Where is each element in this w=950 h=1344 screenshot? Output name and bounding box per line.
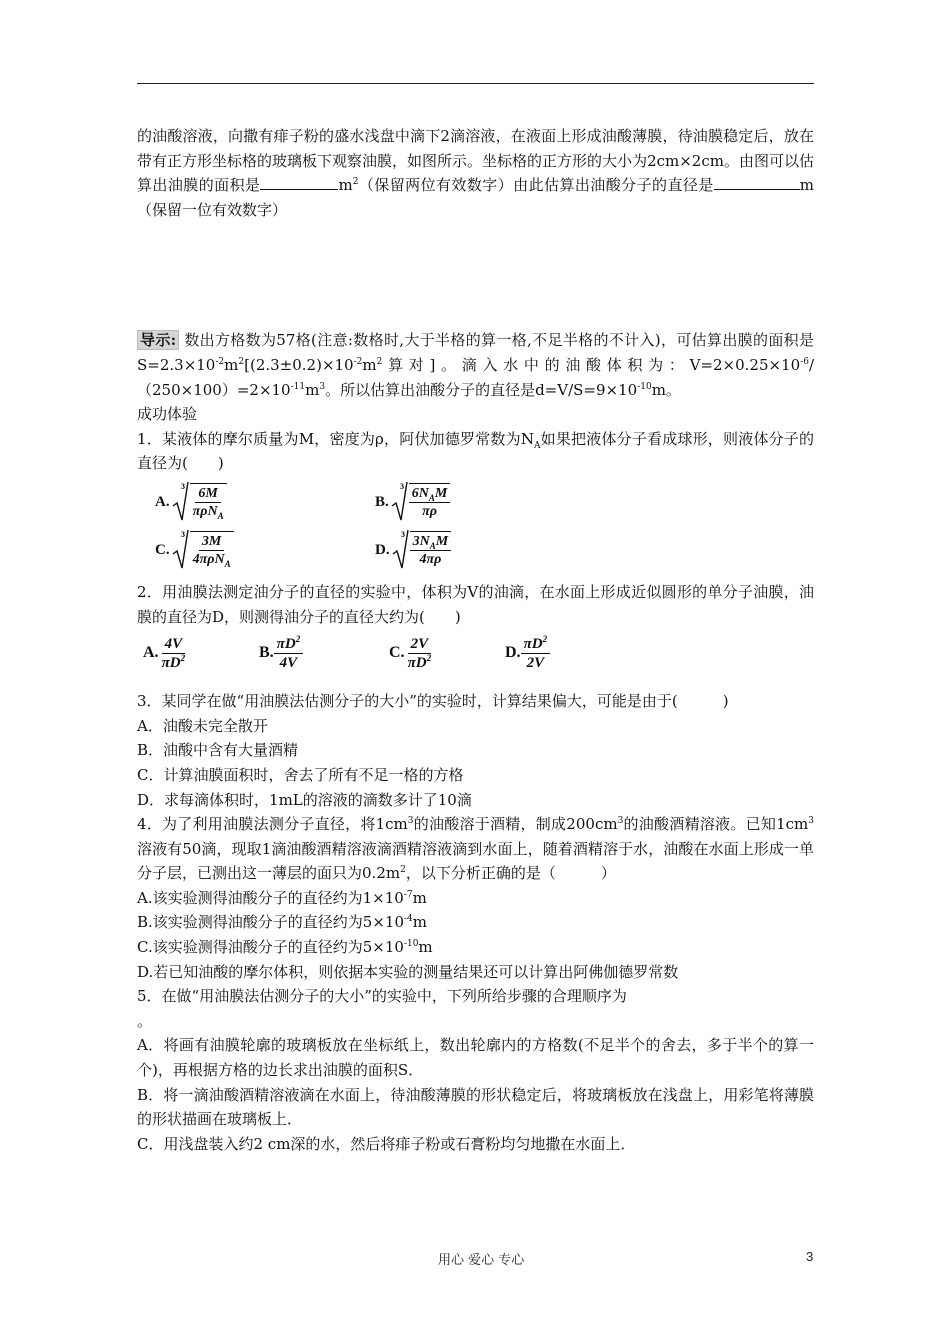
- cube-root: [172, 480, 227, 524]
- q1-options-row-2: [137, 528, 814, 580]
- sup: 2: [400, 865, 406, 876]
- num-text: M: [434, 486, 448, 502]
- question-2: 2．用油膜法测定油分子的直径的实验中，体积为V的油滴，在水面上形成近似圆形的单分子油膜，油膜的直径为D，则测得油分子的直径大约为( ): [137, 582, 814, 626]
- hint-label: 导示:: [137, 330, 179, 350]
- q4-option-a[interactable]: A.该实验测得油酸分子的直径约为$1\times 10^{-7}m$: [137, 888, 427, 907]
- q1-option-b[interactable]: [375, 480, 450, 524]
- hint-text: 。所以估算出油酸分子的直径是d=V/S=9×10: [325, 380, 638, 399]
- numerator: 3M: [199, 533, 224, 551]
- option-label: C.: [389, 644, 405, 662]
- option-text: C.该实验测得油酸分子的直径约为5×10: [137, 938, 404, 957]
- q4-text: 溶液有50滴，现取1滴油酸酒精溶液滴酒精溶液滴到水面上，随着酒精溶于水，油酸在水面上形成一单分子层，已测出这一薄层的面只为0.2m: [137, 839, 814, 883]
- fraction: [410, 531, 452, 568]
- q4-option-b[interactable]: B.该实验测得油酸分子的直径约为$5\times 10^{-4}m$: [137, 913, 428, 932]
- option-label: D.: [505, 644, 521, 662]
- num-text: 6N: [411, 486, 429, 502]
- q2-option-c[interactable]: [389, 635, 434, 672]
- root-index: 3: [180, 529, 185, 539]
- q1-option-d[interactable]: [375, 528, 451, 572]
- fraction: [159, 635, 189, 672]
- cube-root: [172, 528, 234, 572]
- hint-text: m。: [651, 380, 681, 399]
- radical-sign-icon: [391, 480, 409, 524]
- q4-text: ，以下分析正确的是（ ）: [405, 864, 616, 883]
- option-label: A.: [143, 644, 159, 662]
- q4-text: 4．为了利用油膜法测分子直径，将1cm: [137, 815, 408, 834]
- sup: 2: [238, 356, 245, 367]
- page-number: 3: [806, 1249, 814, 1264]
- question-3: 3．某同学在做“用油膜法估测分子的大小”的实验时，计算结果偏大，可能是由于( ): [137, 692, 729, 711]
- numerator: 4V: [162, 635, 186, 654]
- sup: -2: [215, 356, 225, 367]
- area-answer-blank: [260, 173, 338, 190]
- hint-text: m: [362, 355, 377, 374]
- sub: A: [428, 493, 435, 504]
- sup: -6: [800, 356, 809, 367]
- denominator: [159, 654, 189, 672]
- section-title: 成功体验: [137, 405, 198, 424]
- num-text: 3N: [412, 534, 430, 550]
- denominator: 2V: [526, 655, 545, 672]
- sub: A: [224, 559, 231, 570]
- q1-option-a[interactable]: [155, 480, 227, 524]
- sub: A: [429, 541, 436, 552]
- hint-text: 数出方格数为57格(注意:数格时,大于半格的算一格,不足半格的不计入)，可估算出膜的面积是S=2.3×10: [137, 331, 814, 374]
- sup: 2: [180, 653, 186, 664]
- option-text: B.该实验测得油酸分子的直径约为5×10: [137, 913, 404, 932]
- sup: 3: [617, 816, 624, 827]
- hint-text: [(2.3±0.2)×10: [244, 355, 354, 374]
- denominator: 4πρ: [419, 552, 442, 568]
- q4-option-c[interactable]: C.该实验测得油酸分子的直径约为$5\times 10^{-10}m$: [137, 938, 433, 957]
- fraction: [190, 483, 227, 520]
- sup: -10: [403, 939, 419, 950]
- q1-options-row-1: [137, 476, 814, 528]
- sup: -4: [404, 914, 413, 925]
- numerator: 2V: [408, 635, 432, 654]
- root-index: 3: [400, 529, 405, 539]
- sub: A: [533, 440, 541, 451]
- q3-option-d[interactable]: D．求每滴体积时，1mL的溶液的滴数多计了10滴: [137, 790, 472, 809]
- intro-text-3: m（保留一位有效数字）: [137, 176, 814, 219]
- sup: -7: [403, 889, 413, 900]
- radical-sign-icon: [392, 528, 410, 572]
- fraction: [405, 635, 435, 672]
- hint-text: 算对]。滴入水中的油酸体积为：V=2×0.25×10: [382, 355, 801, 374]
- question-4: [137, 812, 814, 886]
- q4-text: 的油酸溶于酒精，制成200cm: [413, 815, 618, 834]
- q2-options-row: [137, 633, 814, 689]
- numerator: [274, 635, 304, 654]
- question-1: [137, 427, 814, 476]
- intro-paragraph: [137, 124, 814, 222]
- q3-option-b[interactable]: B．油酸中含有大量酒精: [137, 741, 299, 760]
- option-label: B.: [259, 644, 274, 662]
- q2-option-a[interactable]: [143, 635, 188, 672]
- sup: 2: [542, 634, 548, 645]
- option-label: D.: [375, 541, 390, 558]
- denominator: 4V: [279, 655, 298, 672]
- hint-text: m: [305, 380, 320, 399]
- q5-text: 5．在做“用油膜法估测分子的大小”的实验中，下列所给步骤的合理顺序为: [137, 987, 627, 1006]
- denominator: πρ: [422, 504, 437, 520]
- header-rule: [137, 83, 814, 84]
- fraction: [521, 635, 551, 672]
- sup: 3: [319, 381, 326, 392]
- radical-sign-icon: [172, 528, 190, 572]
- sup: 2: [352, 177, 359, 188]
- q5-step-a: A．将画有油膜轮廓的玻璃板放在坐标纸上，数出轮廓内的方格数(不足半个的舍去，多于半个的算一个)，再根据方格的边长求出油膜的面积S．: [137, 1036, 814, 1080]
- den-text: πD: [161, 655, 181, 672]
- option-label: B.: [375, 493, 389, 510]
- sup: 3: [407, 816, 414, 827]
- document-body: [137, 124, 814, 1156]
- hint-text: m: [224, 355, 239, 374]
- sup: 2: [376, 356, 383, 367]
- intro-text: 的油酸溶液，向撒有痱子粉的盛水浅盘中滴下2滴溶液，在液面上形成油酸薄膜，待油膜稳定后，放在带有正方形坐标格的玻璃板下观察油膜，如图所示。坐标格的正方形的大小为2cm×2cm。由图可以估算出油膜的面积是: [137, 127, 814, 195]
- den-text: πD: [407, 655, 427, 672]
- radical-sign-icon: [172, 480, 190, 524]
- option-label: A.: [155, 493, 170, 510]
- sup: 2: [426, 653, 432, 664]
- q3-option-c[interactable]: C．计算油膜面积时，舍去了所有不足一格的方格: [137, 765, 464, 784]
- q5-step-b: B．将一滴油酸酒精溶液滴在水面上，待油酸薄膜的形状稳定后，将玻璃板放在浅盘上，用彩笔将薄膜的形状描画在玻璃板上．: [137, 1085, 814, 1129]
- num-text: πD: [523, 636, 543, 653]
- num-text: πD: [276, 636, 296, 653]
- sup: 2: [295, 634, 301, 645]
- sup: -11: [290, 381, 306, 392]
- numerator: [410, 533, 452, 551]
- q4-text: 的油酸酒精溶液。已知1cm: [623, 815, 809, 834]
- unit-m: m: [338, 176, 353, 195]
- intro-text-2: （保留两位有效数字）由此估算出油酸分子的直径是: [358, 176, 714, 195]
- numerator: 6M: [195, 485, 220, 503]
- denominator: [190, 551, 234, 568]
- sup: -10: [637, 381, 652, 392]
- q4-option-d[interactable]: D.若已知油酸的摩尔体积，则依据本实验的测量结果还可以计算出阿佛伽德罗常数: [137, 962, 679, 981]
- question-5: [137, 984, 814, 1033]
- cube-root: [392, 528, 452, 572]
- sup: -2: [353, 356, 363, 367]
- q1-option-c[interactable]: [155, 528, 234, 572]
- fraction: [409, 483, 451, 520]
- denominator: [190, 503, 227, 520]
- fraction: [274, 635, 304, 672]
- fraction: [190, 531, 234, 568]
- cube-root: [391, 480, 451, 524]
- option-text: A.该实验测得油酸分子的直径约为1×10: [137, 888, 404, 907]
- sup: 3: [808, 816, 814, 827]
- q1-text: 1．某液体的摩尔质量为M，密度为ρ，阿伏加德罗常数为N: [137, 429, 534, 448]
- den-text: 4πρN: [192, 552, 225, 568]
- q2-option-d[interactable]: [505, 635, 550, 672]
- q2-option-b[interactable]: [259, 635, 303, 672]
- q5-step-c: C．用浅盘装入约2 cm深的水，然后将痱子粉或石膏粉均匀地撒在水面上．: [137, 1134, 636, 1153]
- hint-paragraph: [137, 328, 814, 402]
- sub: A: [217, 511, 224, 522]
- num-text: M: [435, 534, 449, 550]
- root-index: 3: [399, 481, 404, 491]
- numerator: [409, 485, 451, 503]
- q1-text: 如果把液体分子看成球形，则液体分子的直径为( ): [137, 429, 814, 473]
- blank-space: [137, 222, 814, 328]
- footer-motto: 用心 爱心 专心: [438, 1253, 525, 1268]
- q5-end: 。: [137, 1011, 153, 1030]
- option-label: C.: [155, 541, 170, 558]
- denominator: [405, 654, 435, 672]
- q3-option-a[interactable]: A．油酸未完全散开: [137, 716, 268, 735]
- den-text: πρN: [192, 504, 218, 520]
- diameter-answer-blank: [714, 173, 800, 190]
- hint-text: /（250×100）=2×10: [137, 355, 814, 399]
- root-index: 3: [180, 481, 185, 491]
- numerator: [521, 635, 551, 654]
